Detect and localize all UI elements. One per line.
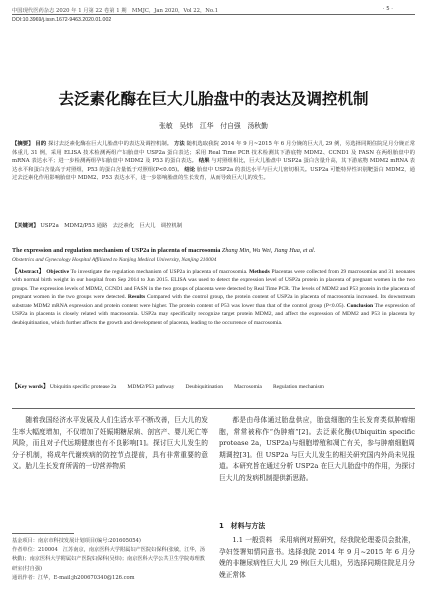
title-en-text: The expression and regulation mechanism of USP2a in placenta of macrosomia (12, 247, 221, 254)
conclusion-text: 胎盘中 USP2a 的表达水平与巨大儿密切相关。USP2a 可能特异性识别靶蛋白 MDM2，通过去泛素化作用影响胎盘中 MDM2、P53 表达水平，进一步影响胎盘的生长发育，从而导致巨大儿的发生。 (12, 166, 415, 182)
conclusion-en-text: The expression of USP2a in placenta is closely related with macrosomia. USP2a may specifically recognize target protein MDM2, and affect the expression of MDM2 and P53 in placenta by deubiquitination, which further affects the growth and development of placenta, leading to the occurrence of macrosomia. (12, 302, 416, 326)
objective-label: Objective (46, 269, 70, 275)
goal-text: 探讨去泛素化酶在巨大儿胎盘中的表达及调控机制。 (47, 141, 173, 147)
conclusion-label: 结论 (184, 166, 196, 173)
keywords-cn (12, 222, 415, 231)
results-label: Results (127, 294, 146, 301)
keywords-en-text: Ubiquitin specific protease 2a MDM2/P53 pathway Deubiquitination Macrosomia Regulation mechanism (49, 384, 324, 390)
body-right-column-2: 1.1 一般资料 采用病例对照研究，经我院伦理委员会批准，孕妇签署知情同意书。选择我院 2014 年 9 月~2015 年 6 月分娩的非糖尿病性巨大儿 29 例(巨大儿组)，另选择同期住院足月分娩正常体 (219, 536, 415, 579)
body-right-column: 都是由母体通过胎盘供应，胎盘细胞的生长发育类似肿瘤细胞，常常被称作“伪肿瘤”[2]。去泛素化酶(Ubiquitin specific protease 2a，USP2a)与细胞增殖和凋亡有关，参与肿瘤细胞周期调控[3]。但 USP2a 与巨大儿发生的相关研究国内外尚未见报道。本研究旨在通过分析 USP2a 在巨大儿胎盘中的作用，为探讨巨大儿的发病机制提供新思路。 (219, 416, 415, 482)
footnote-correspondence: 通讯作者：江华，E-mail:jh200670340@126.com (12, 574, 135, 581)
abstract-label: 【摘要】 (12, 141, 34, 147)
footnote-funding: 基金项目：南京市科技发展计划项目(编号:201605054) (12, 538, 141, 544)
conclusion-en-label: Conclusion (346, 302, 374, 309)
authors-en: Zhang Min, Wu Wei, Jiang Hua, et al. (221, 247, 316, 254)
article-title-cn: 去泛素化酶在巨大儿胎盘中的表达及调控机制 (58, 90, 369, 108)
body-left-column: 随着我国经济水平发展及人们生活水平不断改善，巨大儿的发生率大幅度增加，不仅增加了妊娠期糖尿病、剖宫产、婴儿死亡等风险，而且对子代远期健康也有不良影响[1]。探讨巨大儿发生的分子机制，将成年代谢疾病的防控节点提前，具有非常重要的意义。胎儿生长发育所需的一切营养物质 (12, 416, 208, 470)
abstract-cn (12, 140, 415, 183)
running-header: 中国现代医药杂志 2020 年 1 月第 22 卷第 1 期 MMJC，Jan 2020，Vol 22，No.1 (12, 8, 219, 14)
methods-label: Methods (249, 269, 270, 275)
footnote-rule (12, 533, 74, 534)
doi: DOI:10.3969/j.issn.1672-9463.2020.01.002 (12, 17, 112, 23)
methods-text: Placentas were collected from 29 macrosomias and 31 neonates with normal birth weight in our hospital from Sep 2014 to Jun 2015. ELISA was used to detect the expression level of USP2a protein in placenta of pregnant women in the two groups. The expression levels of MDM2, CCND1 and FASN in the two groups of placenta were detected by Real Time PCR. The levels of MDM2 and P53 protein in the placenta of pregnant women in the two groups were detected. (12, 269, 416, 301)
results-text: Compared with the control group, the protein content of USP2a in placenta of macrosomia increased. Its downstream substrate MDM2 mRNA expression and protein content were higher. The protein content of P53 was lower than that of the control group (P<0.05). (12, 294, 416, 309)
section-heading: 1 材料与方法 (219, 522, 266, 530)
abstract-rule (12, 408, 415, 409)
objective-text: To investigate the regulation mechanism of USP2a in placenta of macrosomia. (70, 269, 248, 275)
article-title-en (12, 247, 415, 255)
goal-label: 目的 (35, 141, 47, 147)
method-label: 方法 (173, 141, 185, 147)
keywords-label: 【关键词】 (12, 223, 39, 229)
keywords-en-label: 【Key words】 (12, 384, 49, 390)
footnote-affiliation: 作者单位：210004 江苏南京，南京医科大学附属妇产医院妇保科(张敏，江华，汤秋勤)；南京医科大学附属妇产医院妇保科(吴炜)；南京医科大学公共卫生学院毒理教研室(付自强) (12, 547, 206, 572)
institution-en: Obstetrics and Gynecology Hospital Affiliated to Nanjing Medical University, Nanjing 210004 (12, 257, 217, 263)
page-number: · 5 · (382, 6, 393, 12)
keywords-text: USP2a MDM2/P53 通路 去泛素化 巨大儿 调控机制 (40, 223, 183, 229)
footnotes (12, 537, 208, 583)
authors-cn: 张敏 吴炜 江华 付自强 汤秋勤 (159, 122, 268, 130)
abstract-en (12, 268, 415, 327)
header-rule (12, 14, 415, 15)
method-text: 随机选取我院 2014 年 9 月~2015 年 6 月分娩的巨大儿 29 例，另选择同期住院足月分娩正常体重儿 31 例，采用 ELISA 技术检测两组产妇胎盘中 USP2a 蛋白表达；采用 Real Time PCR 技术检测其下游底物 MDM2、CCND1 及 FASN 在两组胎盘中的 mRNA 表达水平；进一步检测两组孕妇胎盘中 MDM2 及 P53 的蛋白表达。 (12, 141, 416, 165)
abstract-en-label: 【Abstract】 (12, 269, 45, 275)
keywords-en (12, 383, 415, 391)
result-label: 结果 (198, 158, 210, 165)
result-text: 与对照组相比，巨大儿胎盘中 USP2a 蛋白含量升高，其下游底物 MDM2 mRNA 表达水平和蛋白含量高于对照组，P53 的蛋白含量低于对照组(P<0.05)。 (12, 158, 416, 173)
